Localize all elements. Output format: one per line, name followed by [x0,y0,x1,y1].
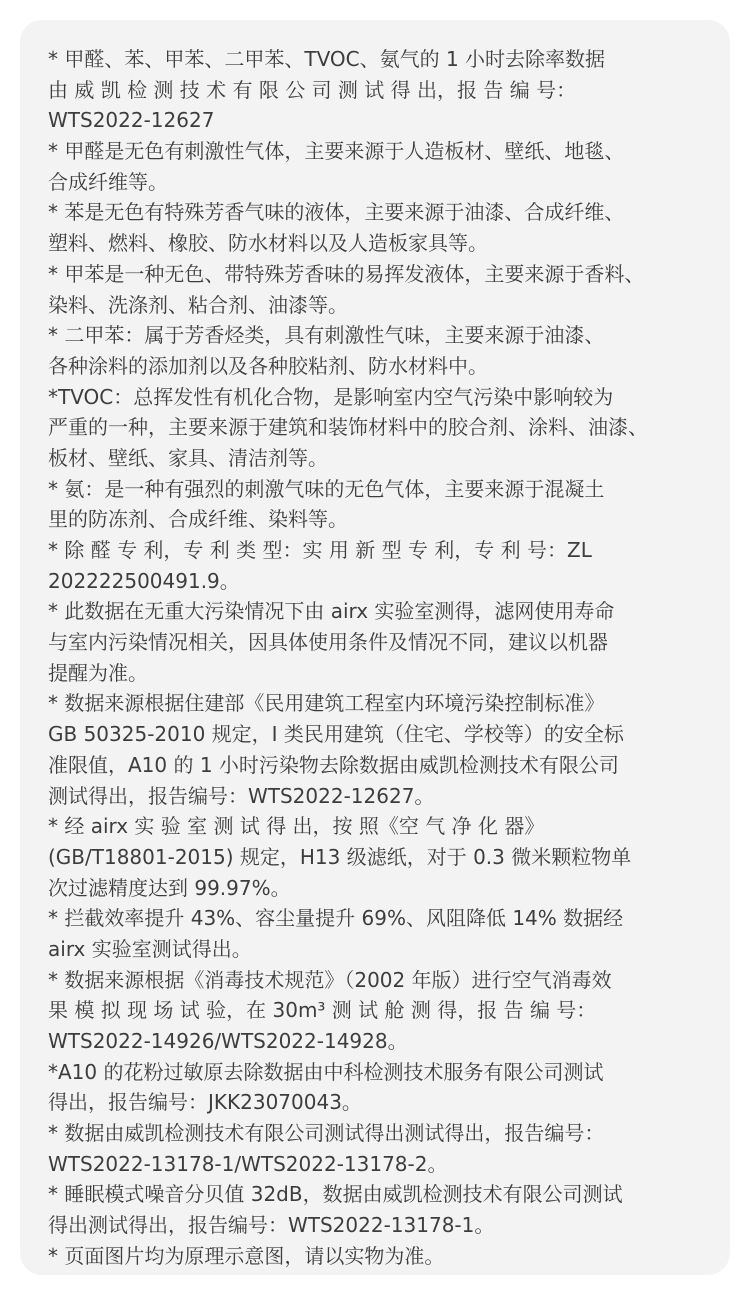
note-line: 塑料、燃料、橡胶、防水材料以及人造板家具等。 [48,231,488,256]
note-line: * 甲醛、苯、甲苯、二甲苯、TVOC、氨气的 1 小时去除率数据 [48,47,606,71]
note-line: * 此数据在无重大污染情况下由 airx 实验室测得，滤网使用寿命 [48,599,615,624]
note-line: 得出，报告编号：JKK23070043。 [48,1090,362,1115]
note-line: 得出测试得出，报告编号：WTS2022-13178-1。 [48,1213,495,1238]
note-line: * 睡眠模式噪音分贝值 32dB，数据由威凯检测技术有限公司测试 [48,1182,623,1207]
note-line: 次过滤精度达到 99.97%。 [48,875,291,900]
note-item [48,197,702,258]
note-line: 提醒为准。 [48,660,148,685]
note-line: 合成纤维等。 [48,169,168,194]
note-line: 测试得出，报告编号：WTS2022-12627。 [48,783,435,808]
note-line: * 拦截效率提升 43%、容尘量提升 69%、风阻降低 14% 数据经 [48,906,624,931]
note-item [48,382,702,474]
note-item [48,965,702,1057]
note-line: 染料、洗涤剂、粘合剂、油漆等。 [48,292,348,317]
note-line: * 苯是无色有特殊芳香气味的液体，主要来源于油漆、合成纤维、 [48,200,625,225]
note-line: WTS2022-14926/WTS2022-14928。 [48,1029,408,1053]
note-line: airx 实验室测试得出。 [48,936,252,961]
note-item [48,535,702,596]
note-line: *TVOC：总挥发性有机化合物，是影响室内空气污染中影响较为 [48,384,614,409]
note-item [48,1179,702,1240]
note-item [48,596,702,688]
note-line: *A10 的花粉过敏原去除数据由中科检测技术服务有限公司测试 [48,1059,604,1084]
note-item [48,136,702,197]
note-line: 各种涂料的添加剂以及各种胶粘剂、防水材料中。 [48,353,488,378]
note-line: 板材、壁纸、家具、清洁剂等。 [48,445,328,470]
note-line: * 数据来源根据住建部《民用建筑工程室内环境污染控制标准》 [48,691,605,716]
note-line: * 氨：是一种有强烈的刺激气味的无色气体，主要来源于混凝土 [48,476,605,501]
note-item [48,259,702,320]
note-line: * 数据由威凯检测技术有限公司测试得出测试得出，报告编号： [48,1121,605,1146]
note-line: (GB/T18801-2015) 规定，H13 级滤纸，对于 0.3 微米颗粒物单 [48,844,632,869]
note-line: * 二甲苯：属于芳香烃类，具有刺激性气味，主要来源于油漆、 [48,323,605,348]
note-line: * 甲苯是一种无色、带特殊芳香味的易挥发液体，主要来源于香料、 [48,261,645,286]
note-line: WTS2022-13178-1/WTS2022-13178-2。 [48,1151,448,1176]
notes-list [48,44,702,1272]
note-line: 里的防冻剂、合成纤维、染料等。 [48,507,348,532]
note-line: * 除 醛 专 利，专 利 类 型：实 用 新 型 专 利，专 利 号：ZL [48,538,592,562]
note-item [48,1057,702,1118]
note-line: 果 模 拟 现 场 试 验，在 30m³ 测 试 舱 测 得，报 告 编 号： [48,998,597,1023]
note-line: * 甲醛是无色有刺激性气体，主要来源于人造板材、壁纸、地毯、 [48,139,625,164]
note-line: WTS2022-12627 [48,108,215,133]
note-item [48,320,702,381]
note-item [48,903,702,964]
note-item [48,44,702,136]
note-line: * 经 airx 实 验 室 测 试 得 出，按 照《空 气 净 化 器》 [48,814,545,839]
disclaimer-card [20,20,730,1275]
note-item [48,1118,702,1179]
note-item [48,1241,702,1272]
note-line: 与室内污染情况相关，因具体使用条件及情况不同，建议以机器 [48,630,608,655]
note-line: GB 50325-2010 规定，I 类民用建筑（住宅、学校等）的安全标 [48,722,624,747]
note-line: 准限值，A10 的 1 小时污染物去除数据由威凯检测技术有限公司 [48,752,619,777]
note-item [48,811,702,903]
note-line: 严重的一种，主要来源于建筑和装饰材料中的胶合剂、涂料、油漆、 [48,415,648,440]
note-line: * 页面图片均为原理示意图，请以实物为准。 [48,1243,445,1268]
note-line: 由 威 凯 检 测 技 术 有 限 公 司 测 试 得 出，报 告 编 号： [48,77,577,102]
note-line: * 数据来源根据《消毒技术规范》（2002 年版）进行空气消毒效 [48,967,612,992]
note-item [48,474,702,535]
note-item [48,688,702,811]
note-line: 202222500491.9。 [48,568,240,593]
